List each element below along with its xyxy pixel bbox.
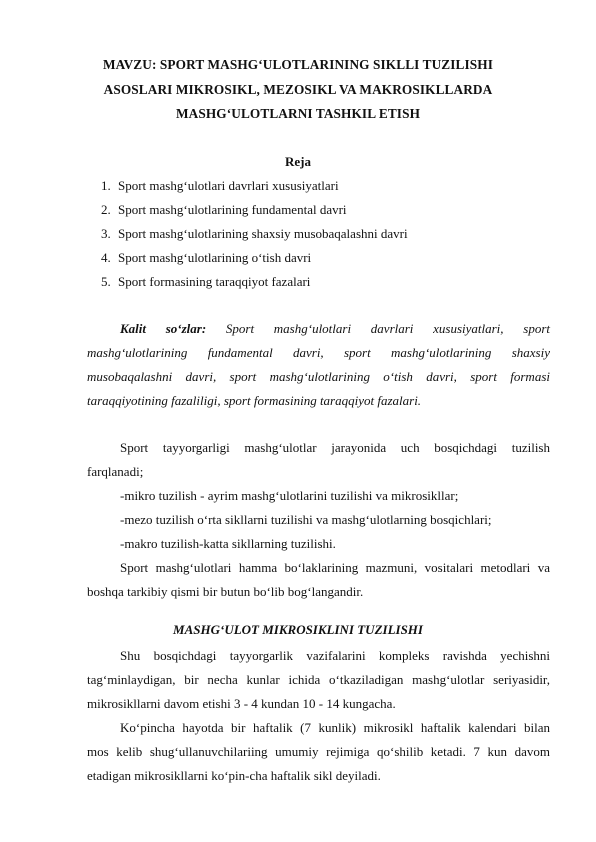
paragraph-line: mikrosikllarni davom etishi 3 - 4 kundan 10 - 14 kungacha. [87, 696, 396, 711]
keywords-line: mashg‘ulotlarining fundamental davri, sport mashg‘ulotlarining shaxsiy [87, 345, 550, 360]
plan-item [101, 202, 347, 218]
plan-item [101, 250, 311, 266]
plan-item-number: 5. [101, 274, 111, 289]
paragraph-line: Ko‘pincha hayotda bir haftalik (7 kunlik) mikrosikl haftalik kalendari bilan [120, 720, 550, 735]
keywords-line: musobaqalashni davri, sport mashg‘ulotlarining o‘tish davri, sport formasi [87, 369, 550, 384]
paragraph-line: Sport mashg‘ulotlari hamma bo‘laklarining mazmuni, vositalari metodlari va [120, 560, 550, 575]
plan-item-number: 1. [101, 178, 111, 193]
plan-heading: Reja [285, 154, 311, 169]
topic-title-line-1: MAVZU: SPORT MASHG‘ULOTLARINING SIKLLI TUZILISHI [102, 57, 494, 72]
paragraph-line: boshqa tarkibiy qismi bir butun bo‘lib bog‘langandir. [87, 584, 364, 599]
plan-item-text: Sport mashg‘ulotlarining fundamental davri [118, 202, 347, 217]
plan-item [101, 226, 408, 242]
plan-item-text: Sport formasining taraqqiyot fazalari [118, 274, 311, 289]
section-heading: MASHG‘ULOT MIKROSIKLINI TUZILISHI [173, 622, 423, 637]
plan-item-number: 3. [101, 226, 111, 241]
topic-title-line-2: ASOSLARI MIKROSIKL, MEZOSIKL VA MAKROSIKLLARDA [103, 82, 493, 97]
plan-item [101, 274, 310, 290]
paragraph-line: mos kelib shug‘ullanuvchilariing umumiy rejimiga qo‘shilib ketadi. 7 kun davom [87, 744, 550, 759]
paragraph-line: -makro tuzilish-katta sikllarning tuzilishi. [120, 536, 336, 551]
plan-item-number: 4. [101, 250, 111, 265]
keywords-label: Kalit so‘zlar: [120, 321, 207, 336]
plan-item-number: 2. [101, 202, 111, 217]
paragraph-line: farqlanadi; [87, 464, 144, 479]
paragraph-line: -mikro tuzilish - ayrim mashg‘ulotlarini tuzilishi va mikrosikllar; [120, 488, 459, 503]
paragraph-line: tag‘minlaydigan, bir necha kunlar ichida o‘tkaziladigan mashg‘ulotlar seriyasidir, [87, 672, 550, 687]
plan-item-text: Sport mashg‘ulotlarining shaxsiy musobaqalashni davri [118, 226, 408, 241]
paragraph-line: Shu bosqichdagi tayyorgarlik vazifalarini kompleks ravishda yechishni [120, 648, 550, 663]
plan-item-text: Sport mashg‘ulotlarining o‘tish davri [118, 250, 312, 265]
topic-title-line-3: MASHG‘ULOTLARNI TASHKIL ETISH [175, 106, 421, 121]
paragraph-line: Sport tayyorgarligi mashg‘ulotlar jarayonida uch bosqichdagi tuzilish [120, 440, 550, 455]
keywords-line [120, 321, 550, 337]
paragraph-line: etadigan mikrosikllarni ko‘pin-cha haftalik sikl deyiladi. [87, 768, 381, 783]
keywords-text: Sport mashg‘ulotlari davrlari xususiyatlari, sport [225, 321, 550, 336]
paragraph-line: -mezo tuzilish o‘rta sikllarni tuzilishi va mashg‘ulotlarning bosqichlari; [120, 512, 492, 527]
plan-item [101, 178, 339, 194]
plan-item-text: Sport mashg‘ulotlari davrlari xususiyatlari [118, 178, 339, 193]
keywords-line: taraqqiyotining fazaliligi, sport formasining taraqqiyot fazalari. [87, 393, 422, 408]
